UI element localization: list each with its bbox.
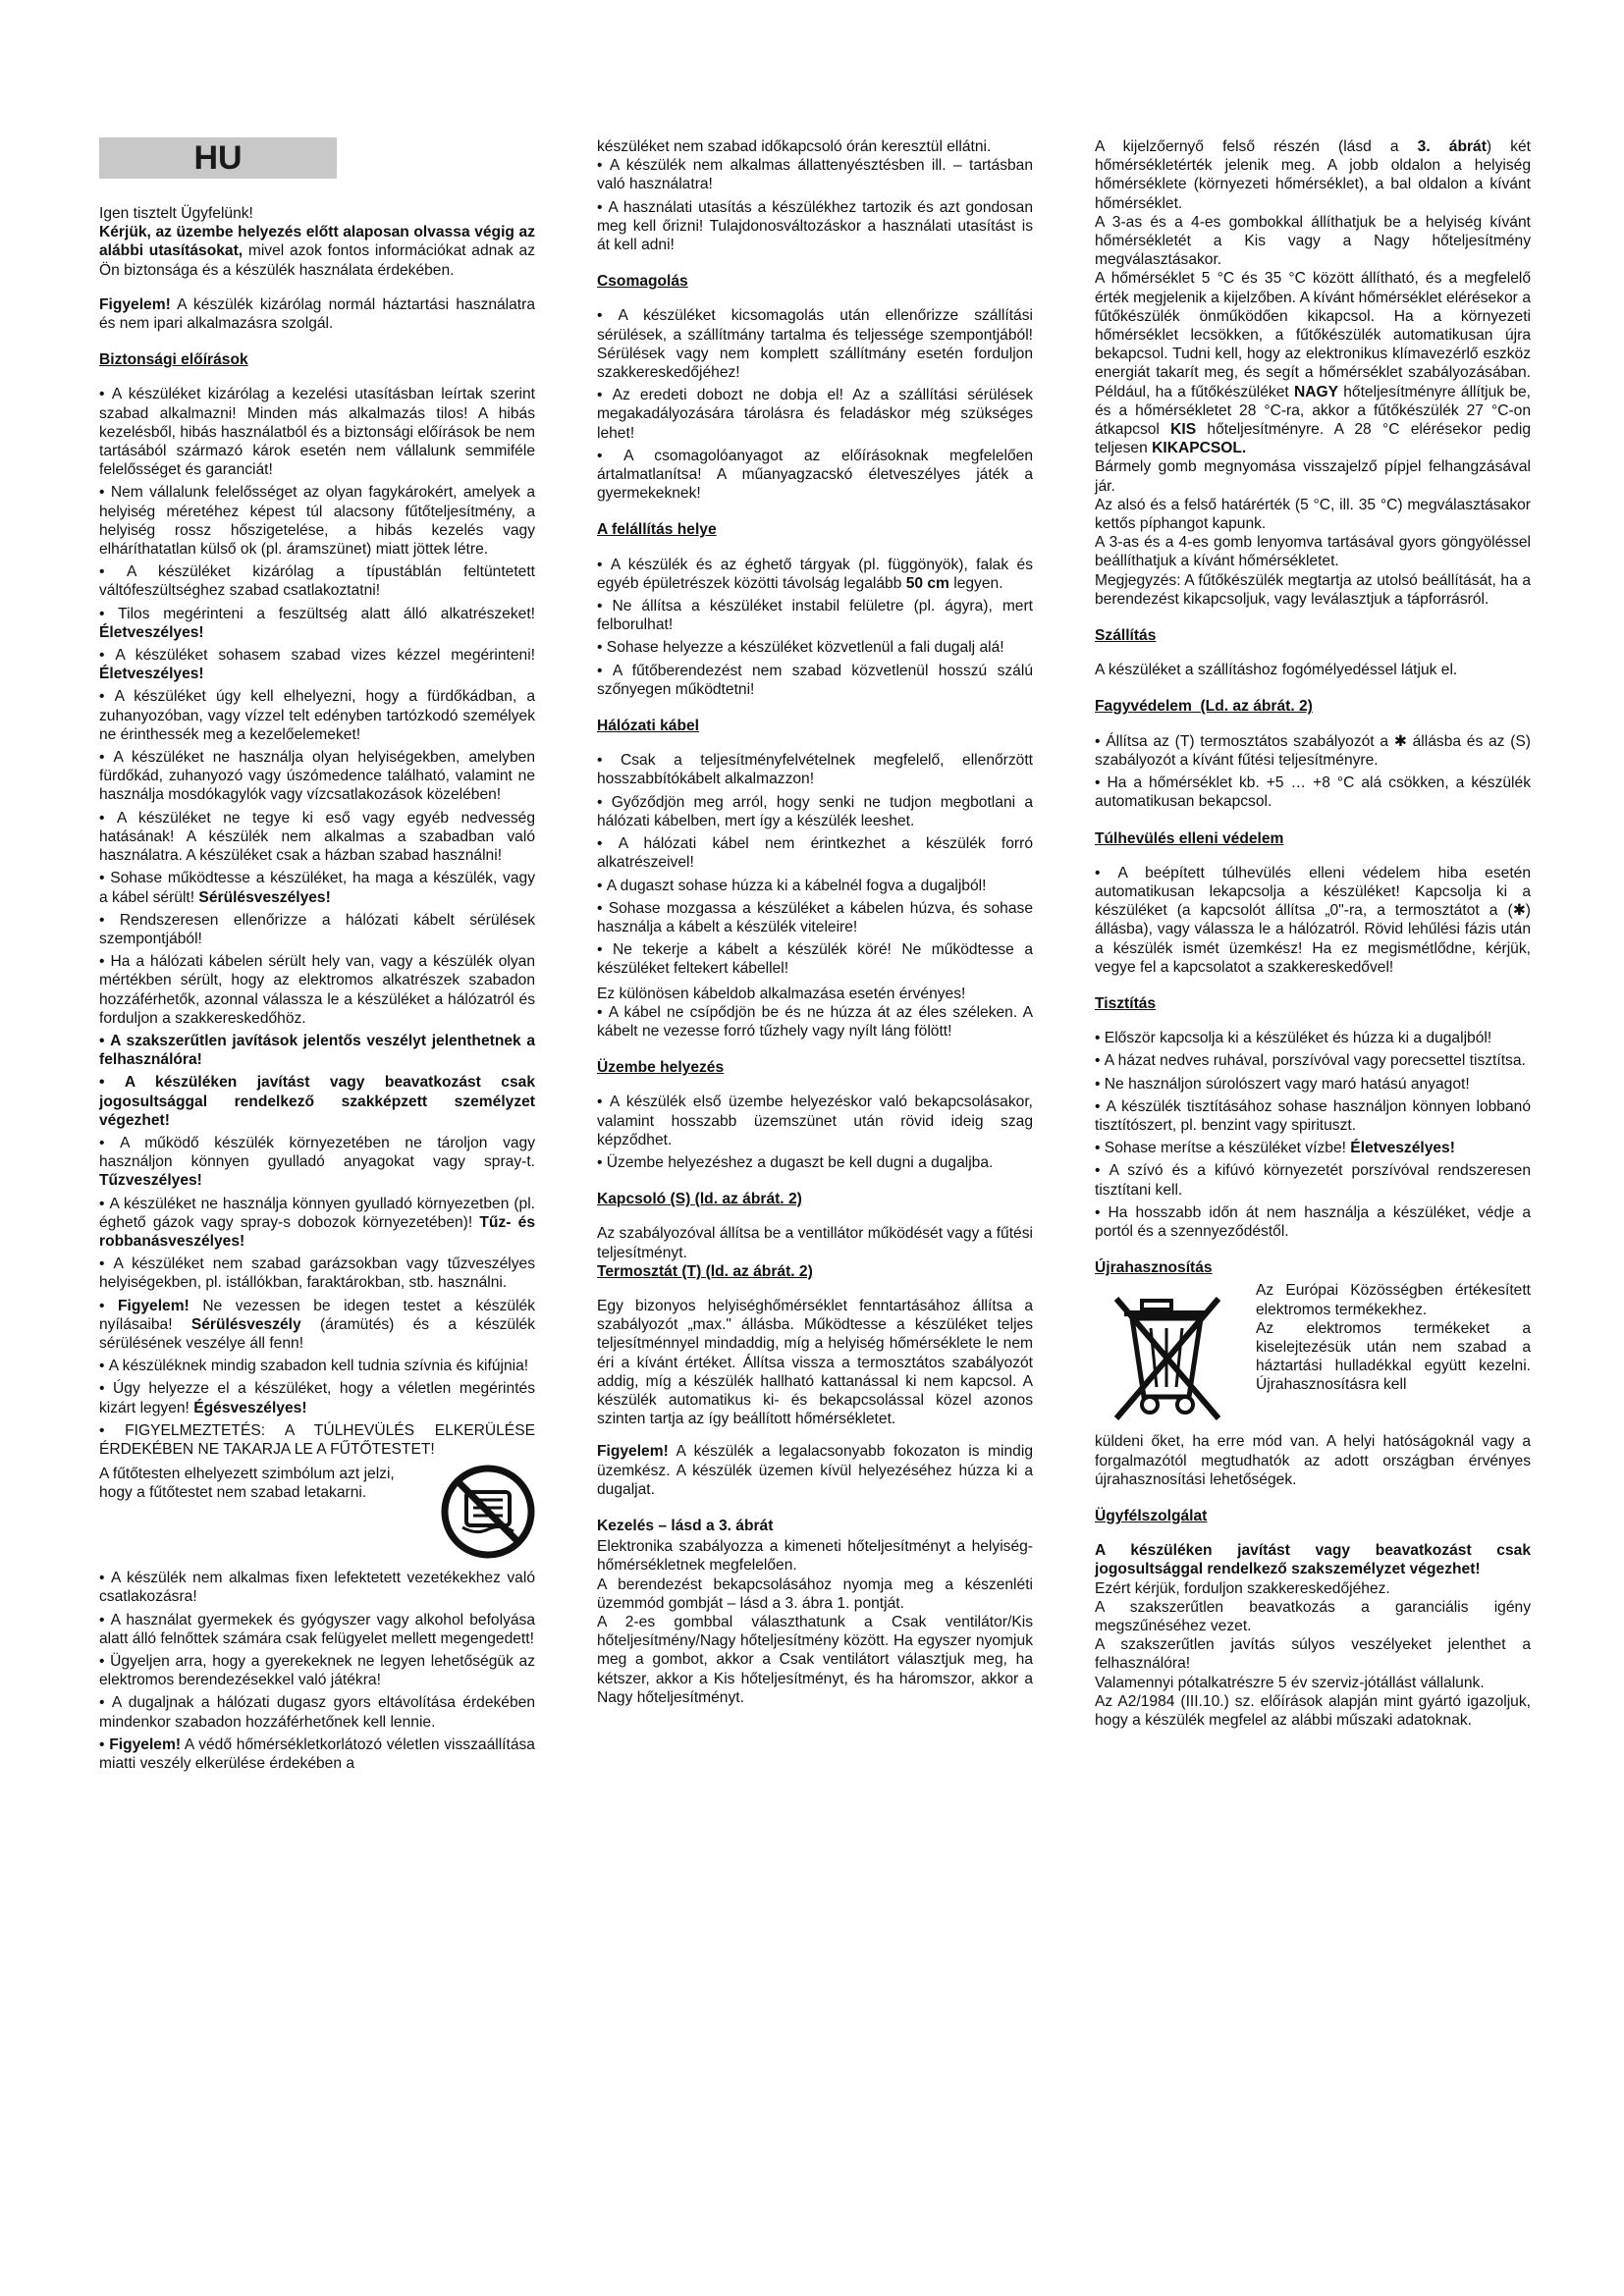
display-text: Bármely gomb megnyomása visszajelző pípjel felhangzásával jár. bbox=[1095, 458, 1531, 495]
cable-heading: Hálózati kábel bbox=[597, 718, 699, 735]
item-text: A védő hőmérsékletkorlátozó véletlen visszaállítása miatti veszély elkerülése érdekében a bbox=[99, 1735, 535, 1773]
item-bold: Sérülésveszély bbox=[190, 1315, 301, 1333]
item-bold: 50 cm bbox=[905, 574, 949, 592]
list-item bbox=[99, 1735, 535, 1773]
display-note: Megjegyzés: A fűtőkészülék megtartja az utolsó beállítását, ha a berendezést kikapcsoljuk, vagy leválasztjuk a tápforrásról. bbox=[1095, 571, 1531, 608]
column-3 bbox=[1095, 137, 1531, 1730]
language-label: HU bbox=[99, 137, 337, 179]
list-item: • A dugaljnak a hálózati dugasz gyors eltávolítása érdekében mindenkor szabadon hozzáférhetőnek kell lennie. bbox=[99, 1693, 535, 1731]
cleaning-list bbox=[1095, 1029, 1531, 1241]
item-text: A készüléket ne használja könnyen gyulladó környezetben (pl. éghető gázok vagy spray-s dobozok környezetében)! bbox=[99, 1195, 535, 1231]
transport-heading: Szállítás bbox=[1095, 627, 1157, 645]
cable-note: Ez különösen kábeldob alkalmazása esetén érvényes! bbox=[597, 985, 966, 1002]
list-item: • Ha hosszabb időn át nem használja a készüléket, védje a portól és a szennyeződéstől. bbox=[1095, 1203, 1531, 1241]
service-text: Valamennyi pótalkatrészre 5 év szerviz-jótállást vállalunk. bbox=[1095, 1674, 1485, 1691]
frost-heading bbox=[1095, 697, 1531, 716]
list-item: • A készülék első üzembe helyezéskor való bekapcsolásakor, valamint hosszabb üzemszünet után rövid ideig szag képződhet. bbox=[597, 1093, 1033, 1149]
list-item: • A készülék tisztításához sohase használjon könnyen lobbanó tisztítószert, pl. benzint vagy spirituszt. bbox=[1095, 1097, 1531, 1135]
recycling-text: küldeni őket, ha erre mód van. A helyi hatóságoknál vagy a forgalmazótól megtudhatók az adott országban érvényes újrahasznosítási lehetőségek. bbox=[1095, 1433, 1531, 1488]
list-item: • Rendszeresen ellenőrizze a hálózati kábelt sérülések szempontjából! bbox=[99, 911, 535, 948]
list-item: • Ügyeljen arra, hogy a gyerekeknek ne legyen lehetőségük az elektromos berendezésekkel való játékra! bbox=[99, 1652, 535, 1689]
item-text: A készüléket sohasem szabad vizes kézzel megérinteni! bbox=[115, 647, 535, 665]
list-item bbox=[99, 869, 535, 906]
recycling-heading: Újrahasznosítás bbox=[1095, 1259, 1213, 1277]
list-item bbox=[1095, 1139, 1531, 1157]
snowflake-icon: ✱ bbox=[1512, 902, 1526, 920]
service-text: Ezért kérjük, forduljon szakkereskedőjéhez. bbox=[1095, 1579, 1390, 1597]
list-item: • A használat gyermekek és gyógyszer vagy alkohol befolyása alatt álló felnőttek számára csak felügyelet mellett megengedett! bbox=[99, 1611, 535, 1648]
list-item: • A készüléket ne használja olyan helyiségekben, amelyben fürdőkád, zuhanyozó vagy úszómedence található, valamint ne használja mosdókagylók vagy vízcsatlakozások közelében! bbox=[99, 748, 535, 805]
snowflake-icon: ✱ bbox=[1393, 732, 1407, 750]
service-text: Az A2/1984 (III.10.) sz. előírások alapján mint gyártó igazoljuk, hogy a készülék megfelel az alábbi műszaki adatoknak. bbox=[1095, 1692, 1531, 1729]
list-item: • Ne állítsa a készüléket instabil felületre (pl. ágyra), mert felborulhat! bbox=[597, 597, 1033, 634]
packaging-list bbox=[597, 306, 1033, 503]
symbol-explanation: A fűtőtesten elhelyezett szimbólum azt jelzi, hogy a fűtőtestet nem szabad letakarni. bbox=[99, 1466, 395, 1502]
standby-warning bbox=[597, 1442, 1033, 1499]
intro-bold: Kérjük, az üzembe helyezés előtt alaposan olvassa végig az alábbi utasításokat, bbox=[99, 224, 535, 260]
item-bold: Életveszélyes! bbox=[99, 666, 204, 683]
frost-heading-text: Fagyvédelem bbox=[1095, 698, 1192, 716]
thermostat-heading bbox=[597, 1262, 1033, 1281]
item-text: A készülék és az éghető tárgyak (pl. függönyök), falak és egyéb épületrészek közötti távolság legalább bbox=[597, 556, 1033, 592]
warning-text: A készülék a legalacsonyabb fokozaton is mindig üzemkész. A készülék üzemen kívül helyezéséhez húzza ki a dugaljat. bbox=[597, 1443, 1033, 1498]
crossed-out-bin-icon bbox=[1095, 1281, 1242, 1428]
item-label: Figyelem! bbox=[118, 1297, 189, 1314]
display-text: Az alsó és a felső határérték (5 °C, ill. 35 °C) megválasztásakor kettős píphangot kapunk. bbox=[1095, 496, 1531, 533]
placement-heading: A felállítás helye bbox=[597, 521, 717, 539]
operation-text: A 2-es gombbal választhatunk a Csak ventilátor/Kis hőteljesítmény/Nagy hőteljesítmény között. Ha egyszer nyomjuk meg a gombot, akkor a Csak ventilátort választjuk meg, ha kétszer, akkor a Kis hőteljesítményt, és ha háromszor, akkor a Nagy hőteljesítményt. bbox=[597, 1614, 1033, 1706]
list-item: • A készüléket kizárólag a kezelési utasításban leírtak szerint szabad alkalmazni! Minden más alkalmazás tilos! A hibás kezelésből, hibás használatból és a biztonsági előírások be nem tartásából származó károk esetén nem vállalunk semmiféle felelősséget és garanciát! bbox=[99, 385, 535, 479]
item-bold: Életveszélyes! bbox=[1350, 1140, 1455, 1157]
startup-heading: Üzembe helyezés bbox=[597, 1059, 725, 1077]
item-text: A beépített túlhevülés elleni védelem hiba esetén automatikusan lekapcsolja a készüléket! Kapcsolja ki a készüléket (a kapcsolót állítsa „0"-ra, a termosztátot a ( bbox=[1095, 864, 1531, 920]
list-item: • A készüléket úgy kell elhelyezni, hogy a fürdőkádban, a zuhanyozóban, vagy vízzel telt edényben tartózkodó személyek ne érinthessék meg a kezelőelemeket! bbox=[99, 687, 535, 744]
display-text-bold: 3. ábrát bbox=[1417, 138, 1487, 155]
list-item: • Ne tekerje a kábelt a készülék köré! Ne működtesse a készüléket feltekert kábellel! bbox=[597, 940, 1033, 978]
operation-text: Elektronika szabályozza a kimeneti hőteljesítményt a helyiség-hőmérsékletnek megfelelően. bbox=[597, 1538, 1033, 1575]
list-item: • A házat nedves ruhával, porszívóval vagy porecsettel tisztítsa. bbox=[1095, 1051, 1531, 1070]
item-text: Tilos megérinteni a feszültség alatt álló alkatrészeket! bbox=[118, 605, 535, 622]
item-rest: legyen. bbox=[948, 574, 1003, 592]
temp-text-bold: KIKAPCSOL. bbox=[1152, 440, 1247, 457]
item-text: A működő készülék környezetében ne tároljon vagy használjon könnyen gyulladó anyagokat vagy spray-t. bbox=[99, 1134, 536, 1171]
temp-text-bold: KIS bbox=[1170, 421, 1197, 439]
item-bold: Életveszélyes! bbox=[99, 623, 204, 641]
service-text: A készüléken javítást vagy beavatkozást csak jogosultsággal rendelkező szakszemélyzet végezhet! bbox=[1095, 1542, 1531, 1578]
display-text-b: ) két hőmérsékletérték jelenik meg. A jobb oldalon a helyiség hőmérséklete (környezeti hőmérséklet), a bal oldalon a kívánt hőmérséklet. bbox=[1095, 138, 1531, 212]
list-item: • Csak a teljesítményfelvételnek megfelelő, ellenőrzött hosszabbítókábelt alkalmazzon! bbox=[597, 751, 1033, 788]
list-item: • Először kapcsolja ki a készüléket és húzza ki a dugaljból! bbox=[1095, 1029, 1531, 1047]
continued-list bbox=[597, 156, 1033, 254]
item-rest: ) állásba), vagy válassza le a hálózatról. Rövid lehűlési fázis után a készülék ismét üzemkész! Ha ez megismétlődne, kérjük, vegye fel a kapcsolatot a szakkereskedővel! bbox=[1095, 902, 1531, 976]
safety-heading: Biztonsági előírások bbox=[99, 351, 248, 369]
warning-label: Figyelem! bbox=[597, 1443, 669, 1461]
item-bold: Égésveszélyes! bbox=[193, 1399, 307, 1416]
placement-list bbox=[597, 556, 1033, 699]
thermostat-heading-text: Termosztát bbox=[597, 1262, 678, 1280]
list-item bbox=[597, 556, 1033, 593]
recycling-text: Az elektromos termékeket a kiselejtezésük után nem szabad a háztartási hulladékkal együtt kezelni. Újrahasznosításra kell bbox=[1256, 1319, 1531, 1394]
greeting: Igen tisztelt Ügyfelünk! bbox=[99, 205, 253, 222]
switch-heading-text: Kapcsoló (S) bbox=[597, 1191, 691, 1208]
item-bold: Tűz- és robbanásveszélyes! bbox=[99, 1213, 536, 1250]
intro bbox=[99, 223, 535, 280]
overheat-list bbox=[1095, 864, 1531, 977]
display-text: A 3-as és a 4-es gomb lenyomva tartásával gyors göngyöléssel beállíthatjuk a kívánt hőmérsékletet. bbox=[1095, 534, 1531, 570]
list-item: • A szívó és a kifúvó környezetét porszívóval rendszeresen tisztítani kell. bbox=[1095, 1161, 1531, 1199]
operation-heading: Kezelés – lásd a 3. ábrát bbox=[597, 1517, 774, 1534]
temp-text-a: A hőmérséklet 5 °C és 35 °C között állítható, és a megfelelő érték megjelenik a kijelzőben. A kívánt hőmérséklet elérésekor a fűtőkészülék önműködően kikapcsol. Ha a környezeti hőmérséklet lecsökken, a fűtőkészülék automatikusan újra bekapcsol. Tudni kell, hogy az elektronikus klímavezérlő eszköz energiát takarít meg, és segít a hőmérséklet szabályozásában. Például, ha a fűtőkészüléket bbox=[1095, 270, 1531, 400]
list-item: • Ha a hőmérséklet kb. +5 … +8 °C alá csökken, a készülék automatikusan bekapcsol. bbox=[1095, 774, 1531, 811]
item-text: Sohase merítse a készüléket vízbe! bbox=[1104, 1140, 1351, 1157]
display-text bbox=[1095, 269, 1531, 457]
item-label: Figyelem! bbox=[109, 1735, 182, 1753]
service-heading: Ügyfélszolgálat bbox=[1095, 1507, 1208, 1524]
list-item: • A készüléken javítást vagy beavatkozást csak jogosultsággal rendelkező szakképzett személyzet végezhet! bbox=[99, 1073, 535, 1130]
recycling-text: Az Európai Közösségben értékesített elektromos termékekhez. bbox=[1256, 1282, 1531, 1318]
thermostat-text: Egy bizonyos helyiséghőmérséklet fenntartásához állítsa a szabályozót „max." állásba. Működtesse a készüléket teljes teljesítménnyel mindaddig, míg a helyiség hőmérséklete le nem éri a kívánt értéket. Állítsa vissza a termosztátos szabályozót addig, míg a készülék hallható kattanással ki nem kapcsol. A készülék automatikus ki- és bekapcsolással közel azonos szinten tartja az így beállított hőmérsékletet. bbox=[597, 1297, 1033, 1428]
list-item bbox=[99, 605, 535, 642]
list-item: • A hálózati kábel nem érintkezhet a készülék forró alkatrészeivel! bbox=[597, 834, 1033, 872]
temp-text-c: hőteljesítményre. A 28 °C elérésekor pedig teljesen bbox=[1095, 421, 1531, 457]
cleaning-heading: Tisztítás bbox=[1095, 994, 1157, 1012]
item-rest: állásba és az (S) szabályozót a kívánt fűtési teljesítményre. bbox=[1095, 732, 1531, 769]
list-item: • Az eredeti dobozt ne dobja el! Az a szállítási sérülések megakadályozására tárolásra és feladáskor még szükséges lehet! bbox=[597, 386, 1033, 443]
thermostat-heading-ref: (T) (ld. az ábrát. 2) bbox=[677, 1262, 813, 1280]
frost-list bbox=[1095, 732, 1531, 812]
switch-heading bbox=[597, 1190, 1033, 1208]
do-not-cover-block bbox=[99, 1465, 535, 1559]
switch-heading-ref: (ld. az ábrát. 2) bbox=[694, 1191, 802, 1208]
overheat-heading: Túlhevülés elleni védelem bbox=[1095, 829, 1284, 847]
list-item: • A készüléket ne tegye ki eső vagy egyéb nedvesség hatásának! A készülék nem alkalmas a szabadban való használatra. A készüléket csak a házban szabad használni! bbox=[99, 809, 535, 866]
safety-list bbox=[99, 385, 535, 1459]
list-item: • A dugaszt sohase húzza ki a kábelnél fogva a dugaljból! bbox=[597, 877, 1033, 895]
operation-text: A berendezést bekapcsolásához nyomja meg a készenléti üzemmód gombját – lásd a 3. ábra 1. pontját. bbox=[597, 1575, 1033, 1612]
list-item bbox=[99, 1134, 535, 1191]
list-item: • Ne használjon súrolószert vagy maró hatású anyagot! bbox=[1095, 1075, 1531, 1094]
list-item: • A készüléknek mindig szabadon kell tudnia szívnia és kifújnia! bbox=[99, 1357, 535, 1375]
do-not-cover-icon bbox=[441, 1465, 535, 1559]
item-bold: Sérülésveszélyes! bbox=[198, 888, 331, 906]
item-bold: Tűzveszélyes! bbox=[99, 1172, 202, 1190]
item-text: Állítsa az (T) termosztátos szabályozót a bbox=[1106, 732, 1394, 750]
list-item: • A készüléket nem szabad garázsokban vagy tűzveszélyes helyiségekben, pl. istállókban, faraktárokban, stb. használni. bbox=[99, 1255, 535, 1292]
list-item: • A csomagolóanyagot az előírásoknak megfelelően ártalmatlanítsa! A műanyagzacskó életveszélyes játék a gyermekeknek! bbox=[597, 447, 1033, 504]
service-text: A szakszerűtlen beavatkozás a garanciális igény megszűnéséhez vezet. bbox=[1095, 1598, 1531, 1634]
cable-list bbox=[597, 751, 1033, 978]
temp-text-bold: NAGY bbox=[1293, 383, 1339, 400]
list-item: • Sohase mozgassa a készüléket a kábelen húzva, és sohase használja a kábelt a készülék viteleire! bbox=[597, 899, 1033, 936]
household-warning bbox=[99, 295, 535, 333]
list-item bbox=[99, 1195, 535, 1252]
list-item: • A kábel ne csípődjön be és ne húzza át az éles széleken. A kábelt ne vezesse forró tűzhely vagy nyílt láng fölött! bbox=[597, 1003, 1033, 1041]
list-item bbox=[99, 646, 535, 683]
recycling-block bbox=[1095, 1281, 1531, 1428]
list-item: • Ha a hálózati kábelen sérült hely van, vagy a készülék olyan mértékben sérült, hogy az elektromos alkatrészek szabadon hozzáférhetők, azonnal válassza le a készüléket a hálózatról és forduljon a szakkereskedőhöz. bbox=[99, 952, 535, 1028]
list-item: • A készülék nem alkalmas állattenyésztésben ill. – tartásban való használatra! bbox=[597, 156, 1033, 193]
item-text: Ne vezessen be idegen testet a készülék nyílásaiba! bbox=[99, 1297, 535, 1333]
list-item: • Sohase helyezze a készüléket közvetlenül a fali dugalj alá! bbox=[597, 638, 1033, 657]
service-text: A szakszerűtlen javítás súlyos veszélyeket jelenthet a felhasználóra! bbox=[1095, 1636, 1531, 1673]
list-item: • A használati utasítás a készülékhez tartozik és azt gondosan meg kell őrizni! Tulajdonosváltozáskor a használati utasítást is át kell adni! bbox=[597, 198, 1033, 255]
list-item bbox=[99, 1297, 535, 1354]
list-item: • A fűtőberendezést nem szabad közvetlenül hosszú szálú szőnyegen működtetni! bbox=[597, 662, 1033, 699]
startup-list bbox=[597, 1093, 1033, 1172]
item-text: Úgy helyezze el a készüléket, hogy a véletlen megérintés kizárt legyen! bbox=[99, 1380, 535, 1416]
display-text bbox=[1095, 137, 1531, 213]
list-item: • A szakszerűtlen javítások jelentős veszélyt jelenthetnek a felhasználóra! bbox=[99, 1032, 535, 1069]
column-2 bbox=[597, 137, 1033, 1707]
list-item bbox=[99, 1379, 535, 1416]
list-item bbox=[1095, 864, 1531, 977]
list-item: • A készüléket kicsomagolás után ellenőrizze szállítási sérülések, a szállítmány tartalma és teljessége szempontjából! Sérülések vagy nem komplett szállítmány esetén forduljon szakkereskedőjéhez! bbox=[597, 306, 1033, 382]
transport-text: A készüléket a szállításhoz fogómélyedéssel látjuk el. bbox=[1095, 662, 1458, 679]
list-item: • FIGYELMEZTETÉS: A TÚLHEVÜLÉS ELKERÜLÉSE ÉRDEKÉBEN NE TAKARJA LE A FŰTŐTESTET! bbox=[99, 1421, 535, 1459]
cable-list-2 bbox=[597, 1003, 1033, 1041]
warning-label: Figyelem! bbox=[99, 295, 171, 313]
item-text: Sohase működtesse a készüléket, ha maga a készülék, vagy a kábel sérült! bbox=[99, 870, 535, 906]
warning-text: A készülék kizárólag normál háztartási használatra és nem ipari alkalmazásra szolgál. bbox=[99, 295, 535, 333]
list-item: • Üzembe helyezéshez a dugaszt be kell dugni a dugaljba. bbox=[597, 1153, 1033, 1172]
frost-heading-ref: (Ld. az ábrát. 2) bbox=[1200, 698, 1313, 716]
display-text: A 3-as és a 4-es gombokkal állíthatjuk be a helyiség kívánt hőmérsékletét a Kis vagy a Nagy hőteljesítmény megválasztásakor. bbox=[1095, 213, 1531, 269]
list-item: • Nem vállalunk felelősséget az olyan fagykárokért, amelyek a helyiség méretéhez képest túl alacsony fűtőteljesítmény, a helyiség rossz hőszigetelése, a hibás kezelés vagy elháríthatatlan külső ok (pl. áramszünet) miatt jöttek létre. bbox=[99, 483, 535, 559]
list-item: • A készüléket kizárólag a típustáblán feltüntetett váltófeszültséghez szabad csatlakoztatni! bbox=[99, 562, 535, 600]
temp-text-b: hőteljesítményre állítjuk be, és a hőmérsékletet 28 °C-ra, akkor a fűtőkészülék 27 °C-on átkapcsol bbox=[1095, 383, 1531, 439]
list-item: • Győződjön meg arról, hogy senki ne tudjon megbotlani a hálózati kábelben, mert így a készülék leeshet. bbox=[597, 793, 1033, 830]
recycling-side-text bbox=[1256, 1281, 1531, 1394]
continued-text: készüléket nem szabad időkapcsoló órán keresztül ellátni. bbox=[597, 138, 992, 155]
list-item: • A készülék nem alkalmas fixen lefektetett vezetékekhez való csatlakozásra! bbox=[99, 1569, 535, 1606]
list-item bbox=[1095, 732, 1531, 770]
display-text-a: A kijelzőernyő felső részén (lásd a bbox=[1095, 138, 1418, 155]
intro-rest: mivel azok fontos információkat adnak az Ön biztonsága és a készülék használata érdekében. bbox=[99, 242, 535, 279]
usage-list bbox=[99, 1569, 535, 1773]
item-rest: (áramütés) és a készülék sérülésének veszélye áll fenn! bbox=[99, 1315, 536, 1352]
switch-text: Az szabályozóval állítsa be a ventillátor működését vagy a fűtési teljesítményt. bbox=[597, 1225, 1033, 1261]
packaging-heading: Csomagolás bbox=[597, 273, 688, 291]
